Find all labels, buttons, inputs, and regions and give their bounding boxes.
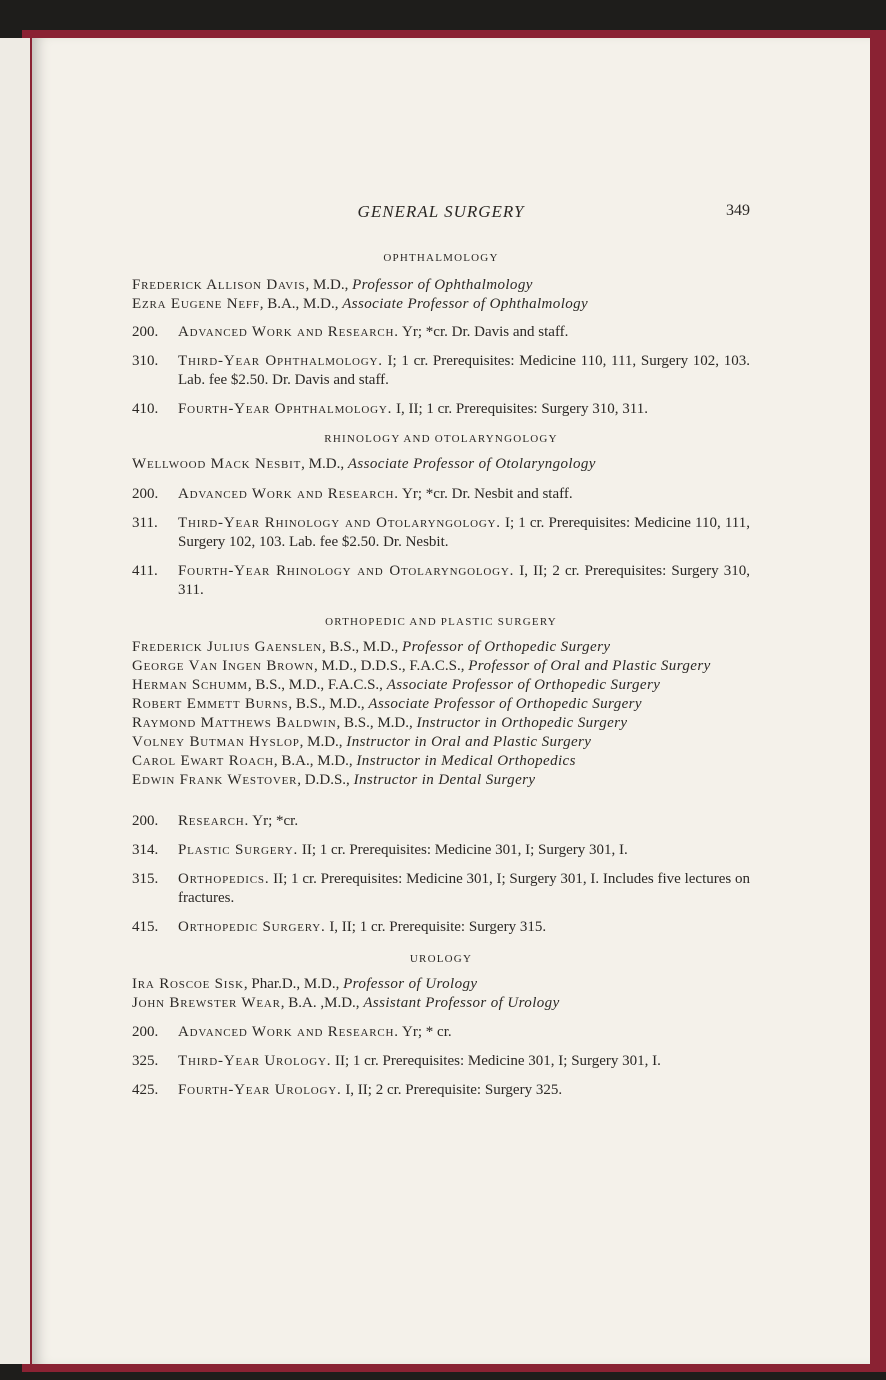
staff-title: Associate Professor of Orthopedic Surgery xyxy=(368,696,642,712)
course-entry xyxy=(132,352,750,390)
staff-degrees: , B.S., M.D., xyxy=(322,639,403,655)
staff-degrees: , M.D., xyxy=(301,456,348,472)
staff-title: Associate Professor of Ophthalmology xyxy=(342,296,589,312)
page xyxy=(32,38,870,1364)
course-number: 200. xyxy=(132,486,159,502)
course-number: 314. xyxy=(132,842,159,858)
section-heading-urology: UROLOGY xyxy=(409,953,473,965)
course-details: I, II; 2 cr. Prerequisite: Surgery 325. xyxy=(341,1082,563,1098)
course-details: Yr; *cr. Dr. Davis and staff. xyxy=(398,324,569,340)
course-title: Research. xyxy=(178,813,250,829)
staff-entry xyxy=(132,676,750,695)
staff-title: Professor of Urology xyxy=(343,976,478,992)
staff-degrees: , B.A. ,M.D., xyxy=(280,995,364,1011)
staff-degrees: , Phar.D., M.D., xyxy=(243,976,344,992)
course-number: 310. xyxy=(132,353,159,369)
course-details: II; 1 cr. Prerequisites: Medicine 301, I; Surgery 301, I. Includes five lectures on fractures. xyxy=(178,871,750,906)
staff-entry xyxy=(132,733,750,752)
course-entry xyxy=(132,562,750,600)
course-entry xyxy=(132,841,750,860)
staff-degrees: , B.A., M.D., xyxy=(259,296,343,312)
page-header xyxy=(132,202,750,228)
course-number: 315. xyxy=(132,871,159,887)
course-entry xyxy=(132,485,750,504)
staff-title: Professor of Ophthalmology xyxy=(352,277,533,293)
course-title: Fourth-Year Rhinology and Otolaryngology. xyxy=(178,563,515,579)
course-title: Third-Year Rhinology and Otolaryngology. xyxy=(178,515,501,531)
staff-title: Professor of Oral and Plastic Surgery xyxy=(468,658,711,674)
staff-degrees: , M.D., xyxy=(299,734,347,750)
course-entry xyxy=(132,323,750,342)
course-title: Advanced Work and Research. xyxy=(178,486,399,502)
staff-degrees: , B.S., M.D., xyxy=(336,715,417,731)
staff-title: Instructor in Orthopedic Surgery xyxy=(416,715,628,731)
staff-degrees: , B.S., M.D., F.A.C.S., xyxy=(247,677,387,693)
page-text xyxy=(132,202,750,1100)
staff-entry xyxy=(132,295,750,314)
course-title: Orthopedics. xyxy=(178,871,270,887)
section-heading-ophthalmology: OPHTHALMOLOGY xyxy=(383,252,499,264)
staff-title: Professor of Orthopedic Surgery xyxy=(402,639,611,655)
staff-title: Instructor in Oral and Plastic Surgery xyxy=(346,734,592,750)
staff-title: Assistant Professor of Urology xyxy=(363,995,560,1011)
course-number: 411. xyxy=(132,563,158,579)
course-details: Yr; * cr. xyxy=(398,1024,452,1040)
staff-name: Ezra Eugene Neff xyxy=(132,296,260,312)
staff-entry xyxy=(132,638,750,657)
staff-entry xyxy=(132,771,750,790)
course-title: Plastic Surgery. xyxy=(178,842,299,858)
course-number: 415. xyxy=(132,919,159,935)
staff-degrees: , M.D., xyxy=(305,277,353,293)
staff-name: Raymond Matthews Baldwin xyxy=(132,715,337,731)
facing-page-edge xyxy=(0,38,30,1364)
staff-degrees: , D.D.S., xyxy=(297,772,354,788)
page-number: 349 xyxy=(726,202,750,219)
staff-name: John Brewster Wear xyxy=(132,995,281,1011)
staff-title: Associate Professor of Otolaryngology xyxy=(347,456,596,472)
staff-name: Wellwood Mack Nesbit xyxy=(132,456,302,472)
staff-name: Edwin Frank Westover xyxy=(132,772,298,788)
staff-name: Robert Emmett Burns xyxy=(132,696,289,712)
course-number: 325. xyxy=(132,1053,159,1069)
course-entry xyxy=(132,812,750,831)
course-title: Advanced Work and Research. xyxy=(178,1024,399,1040)
staff-name: Carol Ewart Roach xyxy=(132,753,274,769)
course-entry xyxy=(132,514,750,552)
staff-name: Frederick Julius Gaenslen xyxy=(132,639,323,655)
section-heading-orthopedic: ORTHOPEDIC AND PLASTIC SURGERY xyxy=(325,616,557,628)
course-title: Third-Year Urology. xyxy=(178,1053,332,1069)
course-title: Fourth-Year Urology. xyxy=(178,1082,342,1098)
course-title: Orthopedic Surgery. xyxy=(178,919,326,935)
course-entry xyxy=(132,1052,750,1071)
staff-entry xyxy=(132,455,750,474)
course-title: Third-Year Ophthalmology. xyxy=(178,353,383,369)
course-details: Yr; *cr. xyxy=(249,813,299,829)
staff-list xyxy=(132,276,750,314)
staff-name: Frederick Allison Davis xyxy=(132,277,306,293)
staff-degrees: , B.A., M.D., xyxy=(273,753,357,769)
course-number: 200. xyxy=(132,813,159,829)
staff-list xyxy=(132,975,750,1013)
course-details: I; 1 cr. Prerequisites: Medicine 110, 111, Surgery 102, 103. Lab. fee $2.50. Dr. Davis and staff. xyxy=(178,353,751,388)
course-entry xyxy=(132,400,750,419)
course-title: Fourth-Year Ophthalmology. xyxy=(178,401,393,417)
course-entry xyxy=(132,1023,750,1042)
course-number: 200. xyxy=(132,1024,159,1040)
staff-name: Herman Schumm xyxy=(132,677,248,693)
staff-entry xyxy=(132,714,750,733)
staff-title: Associate Professor of Orthopedic Surgery xyxy=(386,677,661,693)
staff-entry xyxy=(132,975,750,994)
course-details: I; 1 cr. Prerequisites: Medicine 110, 111, Surgery 102, 103. Lab. fee $2.50. Dr. Nesbit. xyxy=(178,515,750,550)
course-details: I, II; 1 cr. Prerequisites: Surgery 310, 311. xyxy=(392,401,648,417)
staff-list xyxy=(132,638,750,790)
staff-entry xyxy=(132,994,750,1013)
staff-name: George Van Ingen Brown xyxy=(132,658,314,674)
staff-entry xyxy=(132,657,750,676)
staff-title: Instructor in Medical Orthopedics xyxy=(356,753,576,769)
course-details: II; 1 cr. Prerequisites: Medicine 301, I; Surgery 301, I. xyxy=(298,842,628,858)
staff-entry xyxy=(132,695,750,714)
staff-entry xyxy=(132,276,750,295)
staff-degrees: , M.D., D.D.S., F.A.C.S., xyxy=(313,658,469,674)
course-details: I, II; 1 cr. Prerequisite: Surgery 315. xyxy=(325,919,547,935)
staff-name: Volney Butman Hyslop xyxy=(132,734,300,750)
running-title: GENERAL SURGERY xyxy=(357,202,525,221)
course-entry xyxy=(132,870,750,908)
course-title: Advanced Work and Research. xyxy=(178,324,399,340)
staff-degrees: , B.S., M.D., xyxy=(288,696,369,712)
course-number: 311. xyxy=(132,515,158,531)
staff-entry xyxy=(132,752,750,771)
course-details: II; 1 cr. Prerequisites: Medicine 301, I; Surgery 301, I. xyxy=(331,1053,661,1069)
course-details: Yr; *cr. Dr. Nesbit and staff. xyxy=(398,486,573,502)
section-heading-otolaryngology: RHINOLOGY AND OTOLARYNGOLOGY xyxy=(324,433,558,445)
course-number: 410. xyxy=(132,401,159,417)
staff-name: Ira Roscoe Sisk xyxy=(132,976,244,992)
staff-list xyxy=(132,455,750,474)
course-number: 425. xyxy=(132,1082,159,1098)
course-details: I, II; 2 cr. Prerequisites: Surgery 310, 311. xyxy=(178,563,750,598)
course-entry xyxy=(132,1081,750,1100)
staff-title: Instructor in Dental Surgery xyxy=(353,772,536,788)
course-number: 200. xyxy=(132,324,159,340)
course-entry xyxy=(132,918,750,937)
